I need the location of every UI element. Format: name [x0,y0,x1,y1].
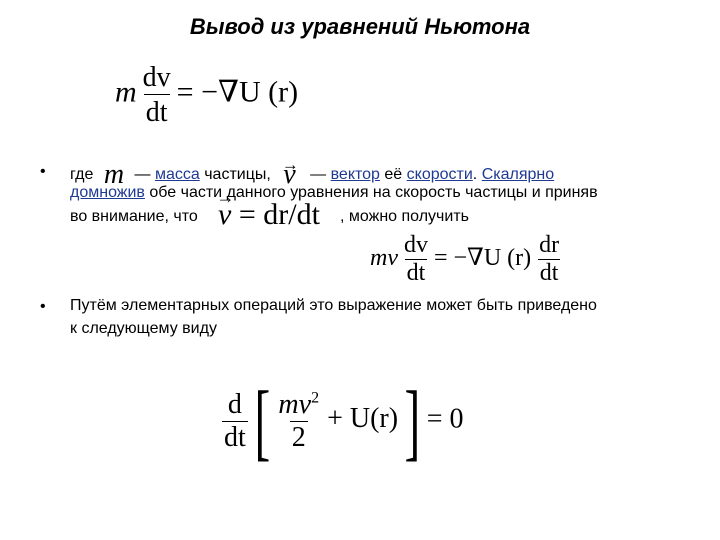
eq1-fraction [141,60,173,129]
eq2-mv: mv [370,245,398,272]
eq2-fraction-1 [402,232,430,287]
eq3-plus-u: + U(r) [327,403,399,435]
eq3-left-bracket: [ [254,373,270,469]
eq1-denominator: dt [145,97,168,128]
equation-newton [115,60,298,129]
word-particle: частицы, [204,166,271,183]
bullet-1-line-3-end [340,206,469,228]
inline-equation-v-dr-dt [218,198,320,232]
slide-title: Вывод из уравнений Ньютона [189,14,531,39]
line-2-rest: обе части данного уравнения на скорость частицы и приняв [149,184,598,201]
eq2-den-2: dt [539,260,559,286]
eq3-kinetic-fraction [276,389,321,454]
eq3-right-bracket: ] [404,373,421,469]
eq2-fraction-2 [537,232,561,287]
eq1-mass: m [115,75,137,109]
link-vector[interactable]: вектор [330,166,380,183]
eq3-d-dt [222,389,248,454]
link-speed[interactable]: скорости [406,166,473,183]
dash-2: — [310,166,327,183]
bullet-1-dot: • [40,163,46,180]
eq3-mv: mv [278,388,312,420]
eq2-den-1: dt [406,260,426,286]
link-scalar-1[interactable]: Скалярно [481,166,555,183]
eq3-sup: 2 [311,389,320,407]
bullet-2-line-2: к следующему виду [70,320,217,337]
eq3-num-d: d [227,388,242,420]
word-where: где [70,166,94,183]
word-its: её [384,166,403,183]
dash-1: — [134,166,151,183]
eq3-den-2: 2 [291,421,306,453]
eq1-rhs: = −∇U (r) [176,75,299,109]
inline-velocity-symbol: v → [283,164,295,186]
eq3-rhs: = 0 [426,403,464,435]
line-3-start: во внимание, что [70,208,198,225]
link-mass[interactable]: масса [154,166,200,183]
bullet-1-line-2 [70,182,598,204]
eq3-den-dt: dt [224,421,246,453]
inline-mass-symbol: m [103,159,125,190]
inline-eq-rest: = dr/dt [238,198,320,231]
period: . [472,166,478,183]
eq1-numerator: dv [142,62,171,93]
bullet-2-line-1: Путём элементарных операций это выражение может быть приведено [70,297,597,314]
eq2-num-2: dr [539,232,560,258]
link-scalar-2[interactable]: домножив [70,184,145,201]
bullet-1-line-3 [70,206,198,228]
line-3-end: , можно получить [340,208,469,225]
equation-energy-conservation [222,373,464,469]
bullet-2-dot: • [40,298,46,315]
eq2-mid: = −∇U (r) [433,245,532,272]
inline-eq-v: v → [218,198,231,232]
equation-energy-intermediate [370,232,561,287]
eq2-num-1: dv [403,232,428,258]
